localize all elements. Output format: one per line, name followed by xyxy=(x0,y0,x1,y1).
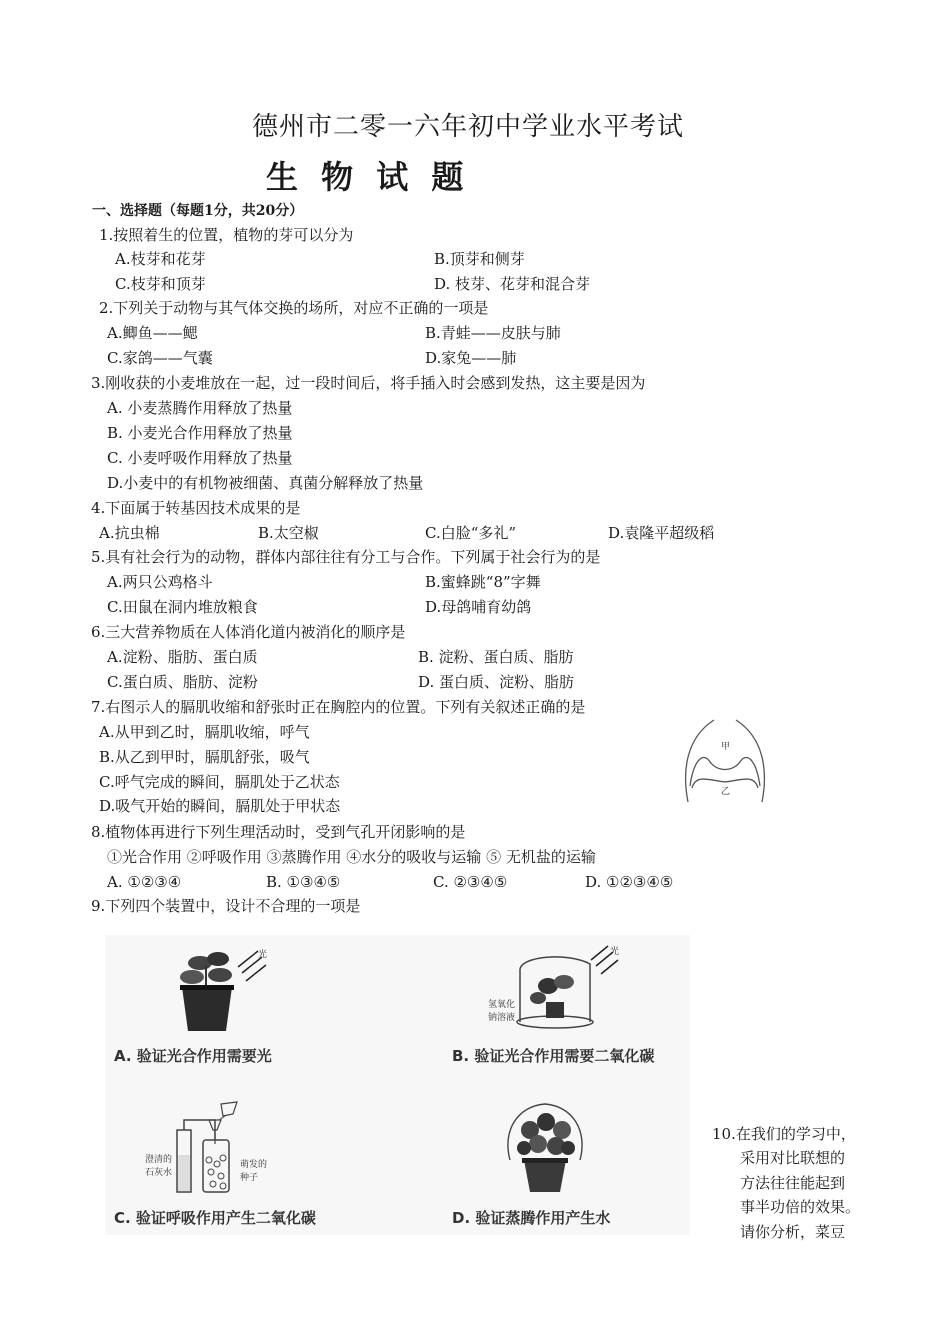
question-3-option-a: A. 小麦蒸腾作用释放了热量 xyxy=(107,399,293,417)
bagged-plant-illustration xyxy=(500,1100,590,1195)
question-6-option-c: C.蛋白质、脂肪、淀粉 xyxy=(107,673,258,691)
question-10-line-4: 事半功倍的效果。 xyxy=(740,1198,861,1216)
question-10-line-3: 方法往往能起到 xyxy=(740,1174,846,1192)
question-6-stem: 6.三大营养物质在人体消化道内被消化的顺序是 xyxy=(91,623,406,641)
question-9-stem: 9.下列四个装置中，设计不合理的一项是 xyxy=(91,897,361,915)
question-1-option-a: A.枝芽和花芽 xyxy=(115,250,206,268)
question-8-option-a: A. ①②③④ xyxy=(107,873,182,891)
question-6-option-a: A.淀粉、脂肪、蛋白质 xyxy=(107,648,258,666)
question-2-option-a: A.鲫鱼——鳃 xyxy=(107,324,198,342)
question-7-stem: 7.右图示人的膈肌收缩和舒张时正在胸腔内的位置。下列有关叙述正确的是 xyxy=(91,698,586,716)
question-8-option-d: D. ①②③④⑤ xyxy=(585,873,674,891)
question-7-option-c: C.呼气完成的瞬间，膈肌处于乙状态 xyxy=(99,773,340,791)
question-8-items: ①光合作用 ②呼吸作用 ③蒸腾作用 ④水分的吸收与运输 ⑤ 无机盐的运输 xyxy=(107,848,596,866)
caption-a: A. 验证光合作用需要光 xyxy=(114,1047,272,1065)
caption-b: B. 验证光合作用需要二氧化碳 xyxy=(452,1047,655,1065)
exam-subtitle: 生 物 试 题 xyxy=(266,158,470,196)
question-10-line-2: 采用对比联想的 xyxy=(740,1149,846,1167)
question-4-stem: 4.下面属于转基因技术成果的是 xyxy=(91,499,301,517)
light-label-b: 光 xyxy=(610,947,620,957)
diaphragm-label-jia: 甲 xyxy=(721,742,731,752)
question-5-option-c: C.田鼠在洞内堆放粮食 xyxy=(107,598,258,616)
caption-c: C. 验证呼吸作用产生二氧化碳 xyxy=(114,1209,316,1227)
naoh-label-line2: 钠溶液 xyxy=(488,1013,516,1023)
question-5-option-d: D.母鸽哺育幼鸽 xyxy=(425,598,532,616)
question-1-stem: 1.按照着生的位置，植物的芽可以分为 xyxy=(99,226,354,244)
question-1-option-d: D. 枝芽、花芽和混合芽 xyxy=(434,275,591,293)
question-8-option-c: C. ②③④⑤ xyxy=(433,873,508,891)
question-2-option-c: C.家鸽——气囊 xyxy=(107,349,213,367)
question-4-option-d: D.袁隆平超级稻 xyxy=(608,524,715,542)
question-6-option-d: D. 蛋白质、淀粉、脂肪 xyxy=(418,673,575,691)
question-5-stem: 5.具有社会行为的动物，群体内部往往有分工与合作。下列属于社会行为的是 xyxy=(91,548,601,566)
caption-d: D. 验证蒸腾作用产生水 xyxy=(452,1209,611,1227)
question-10-line-1: 10.在我们的学习中， xyxy=(712,1125,856,1143)
question-6-option-b: B. 淀粉、蛋白质、脂肪 xyxy=(418,648,574,666)
seeds-label-line1: 萌发的 xyxy=(240,1160,268,1170)
question-3-option-b: B. 小麦光合作用释放了热量 xyxy=(107,424,293,442)
question-5-option-a: A.两只公鸡格斗 xyxy=(107,573,213,591)
question-3-option-d: D.小麦中的有机物被细菌、真菌分解释放了热量 xyxy=(107,474,424,492)
naoh-label-line1: 氢氧化 xyxy=(488,1000,516,1010)
section-heading: 一、选择题（每题1分，共20分） xyxy=(92,203,304,219)
question-7-option-a: A.从甲到乙时，膈肌收缩，呼气 xyxy=(99,723,310,741)
question-2-stem: 2.下列关于动物与其气体交换的场所，对应不正确的一项是 xyxy=(99,299,489,317)
light-label-a: 光 xyxy=(258,950,268,960)
question-7-option-d: D.吸气开始的瞬间，膈肌处于甲状态 xyxy=(99,797,341,815)
question-4-option-c: C.白脸“多礼” xyxy=(425,524,517,542)
diaphragm-label-yi: 乙 xyxy=(721,787,731,797)
question-1-option-c: C.枝芽和顶芽 xyxy=(115,275,206,293)
seeds-label-line2: 种子 xyxy=(240,1173,259,1183)
respiration-apparatus-illustration xyxy=(175,1100,275,1195)
question-8-option-b: B. ①③④⑤ xyxy=(266,873,341,891)
question-4-option-b: B.太空椒 xyxy=(258,524,319,542)
question-1-option-b: B.顶芽和侧芽 xyxy=(434,250,525,268)
lime-water-label-line2: 石灰水 xyxy=(145,1168,173,1178)
question-2-option-b: B.青蛙——皮肤与肺 xyxy=(425,324,561,342)
question-8-stem: 8.植物体再进行下列生理活动时，受到气孔开闭影响的是 xyxy=(91,823,466,841)
question-5-option-b: B.蜜蜂跳“8”字舞 xyxy=(425,573,541,591)
question-3-option-c: C. 小麦呼吸作用释放了热量 xyxy=(107,449,293,467)
exam-title: 德州市二零一六年初中学业水平考试 xyxy=(252,112,685,142)
question-2-option-d: D.家兔——肺 xyxy=(425,349,517,367)
question-4-option-a: A.抗虫棉 xyxy=(99,524,160,542)
question-3-stem: 3.刚收获的小麦堆放在一起，过一段时间后，将手插入时会感到发热，这主要是因为 xyxy=(91,374,646,392)
question-10-line-5: 请你分析，菜豆 xyxy=(740,1223,846,1241)
question-7-option-b: B.从乙到甲时，膈肌舒张，吸气 xyxy=(99,748,310,766)
lime-water-label-line1: 澄清的 xyxy=(145,1155,173,1165)
